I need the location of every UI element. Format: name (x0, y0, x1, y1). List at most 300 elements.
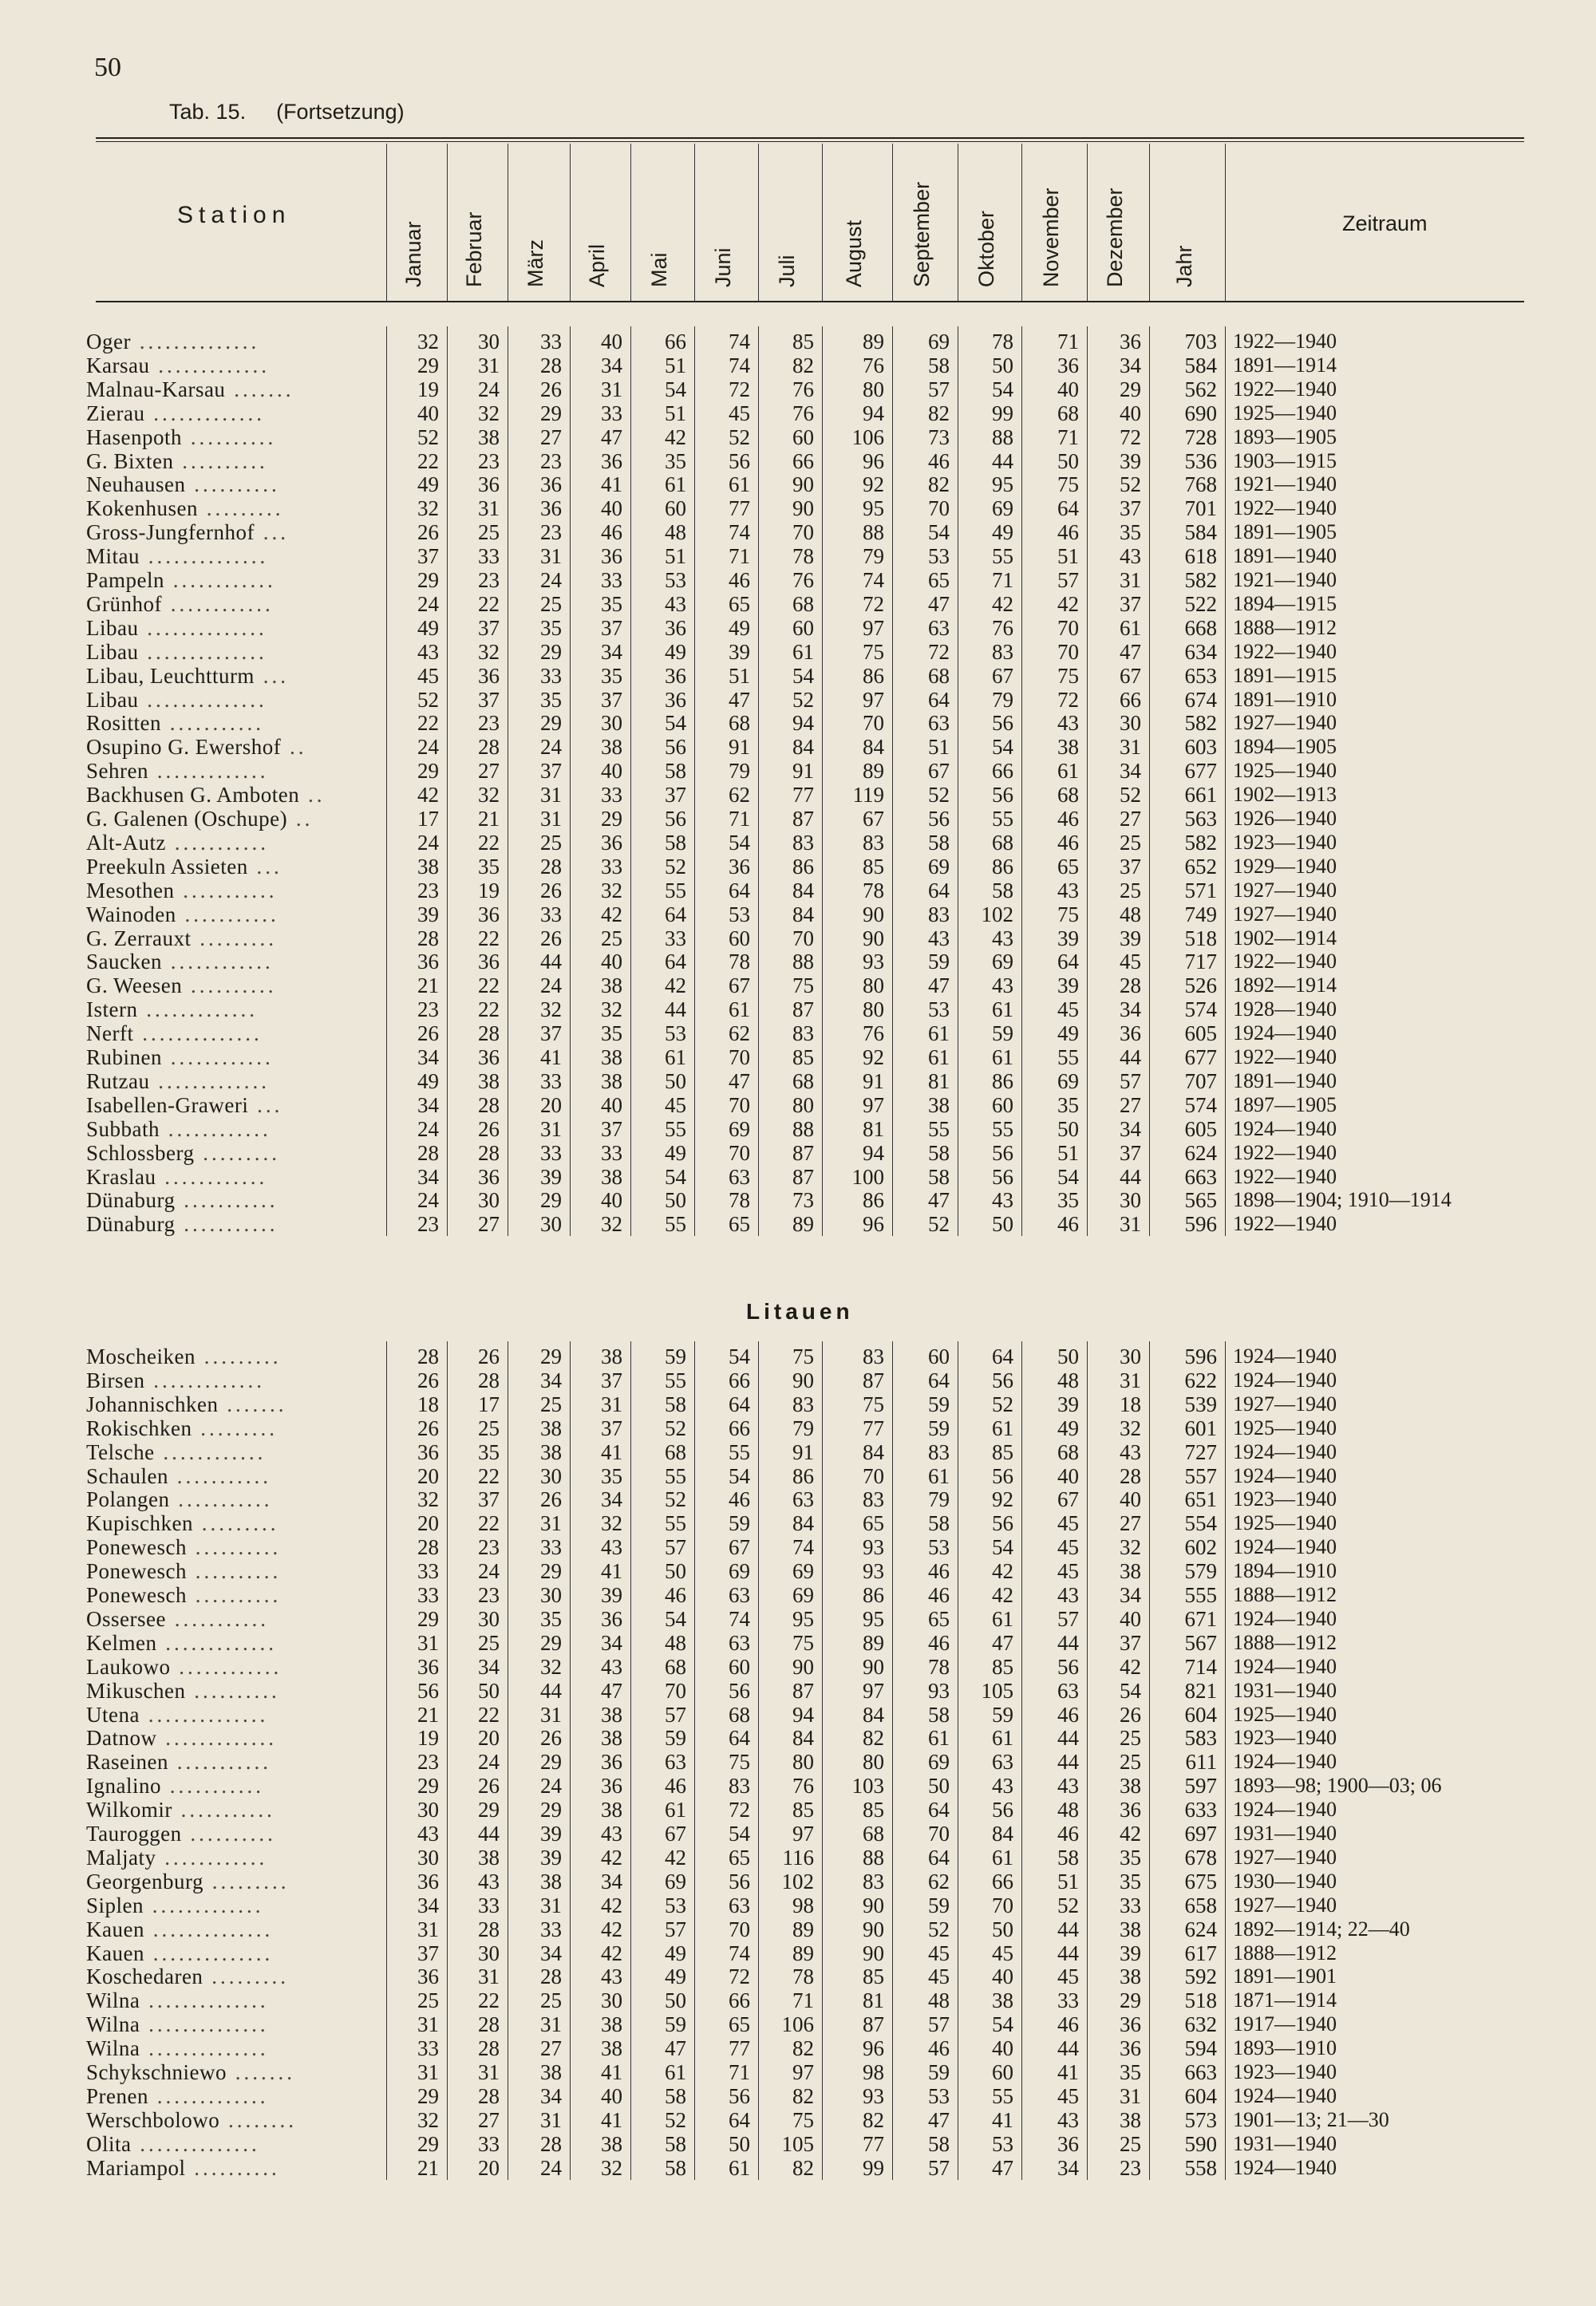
value-cell: 28 (417, 1345, 439, 1368)
value-cell: 58 (665, 1392, 686, 1416)
value-cell: 69 (792, 1583, 814, 1607)
value-cell: 63 (729, 1893, 750, 1917)
value-cell: 85 (792, 1045, 814, 1069)
leader-dots: ......... (192, 1416, 278, 1440)
header-column-divider (447, 144, 448, 301)
value-cell: 83 (729, 1774, 750, 1799)
table-row (0, 1045, 1596, 1069)
value-cell: 624 (1184, 1140, 1217, 1165)
station-name-text: Schlossberg (86, 1140, 195, 1165)
station-name (86, 401, 381, 425)
value-cell: 34 (1120, 353, 1141, 377)
value-cell: 29 (417, 353, 439, 377)
value-cell: 36 (601, 1606, 622, 1631)
header-column-divider (758, 144, 759, 301)
value-cell: 90 (863, 1941, 884, 1965)
value-cell: 87 (792, 807, 814, 831)
value-cell: 47 (601, 1678, 622, 1703)
value-cell: 33 (601, 568, 622, 592)
value-cell: 39 (601, 1583, 622, 1607)
station-name-text: Werschbolowo (86, 2107, 220, 2132)
period-cell: 1922—1940 (1233, 1212, 1337, 1236)
value-cell: 61 (928, 1463, 950, 1488)
leader-dots: ....... (218, 1392, 287, 1416)
table-row (0, 2156, 1596, 2180)
value-cell: 52 (1120, 783, 1141, 807)
value-cell: 47 (928, 2107, 950, 2132)
value-cell: 50 (992, 353, 1013, 377)
value-cell: 33 (1120, 1893, 1141, 1917)
value-cell: 28 (540, 854, 562, 879)
value-cell: 27 (478, 2107, 500, 2132)
value-cell: 36 (601, 830, 622, 855)
value-cell: 49 (665, 1964, 686, 1989)
value-cell: 28 (1120, 973, 1141, 998)
station-name (86, 807, 381, 831)
station-name (86, 1559, 381, 1583)
value-cell: 30 (478, 1941, 500, 1965)
value-cell: 596 (1184, 1345, 1217, 1368)
value-cell: 26 (478, 1116, 500, 1141)
value-cell: 43 (1057, 1774, 1079, 1799)
value-cell: 518 (1184, 1988, 1217, 2013)
value-cell: 61 (665, 472, 686, 497)
value-cell: 58 (665, 2083, 686, 2108)
value-cell: 98 (792, 1893, 814, 1917)
station-name (86, 568, 381, 592)
value-cell: 66 (1120, 687, 1141, 712)
period-cell: 1924—1940 (1233, 1021, 1337, 1045)
value-cell: 56 (992, 711, 1013, 736)
value-cell: 55 (1057, 1045, 1079, 1069)
value-cell: 64 (928, 878, 950, 902)
station-name (86, 1583, 381, 1607)
value-cell: 727 (1184, 1439, 1217, 1464)
value-cell: 59 (928, 1392, 950, 1416)
period-cell: 1898—1904; 1910—1914 (1233, 1188, 1452, 1212)
value-cell: 77 (729, 496, 750, 521)
value-cell: 45 (1057, 1511, 1079, 1536)
value-cell: 64 (665, 902, 686, 926)
value-cell: 29 (417, 2131, 439, 2156)
value-cell: 27 (1120, 807, 1141, 831)
value-cell: 46 (729, 1487, 750, 1512)
value-cell: 34 (540, 1368, 562, 1392)
value-cell: 43 (1057, 2107, 1079, 2132)
value-cell: 64 (729, 1392, 750, 1416)
value-cell: 42 (601, 1917, 622, 1941)
value-cell: 48 (1057, 1368, 1079, 1392)
period-cell: 1871—1914 (1233, 1988, 1337, 2012)
period-cell: 1924—1940 (1233, 1116, 1337, 1140)
table-row (0, 1893, 1596, 1917)
value-cell: 53 (729, 902, 750, 926)
period-cell: 1924—1940 (1233, 1368, 1337, 1392)
value-cell: 80 (863, 973, 884, 998)
station-name (86, 1117, 381, 1141)
value-cell: 94 (863, 1140, 884, 1165)
value-cell: 64 (729, 1726, 750, 1751)
station-name-text: Pampeln (86, 568, 164, 592)
leader-dots: ........... (174, 878, 278, 902)
leader-dots: ............. (156, 1726, 277, 1751)
value-cell: 50 (665, 1068, 686, 1093)
value-cell: 633 (1184, 1798, 1217, 1822)
value-cell: 97 (863, 687, 884, 712)
value-cell: 28 (478, 2036, 500, 2061)
value-cell: 27 (478, 1212, 500, 1237)
value-cell: 31 (417, 1630, 439, 1655)
station-name (86, 1093, 381, 1117)
table-row (0, 973, 1596, 997)
value-cell: 59 (928, 950, 950, 974)
station-name (86, 1440, 381, 1464)
value-cell: 83 (863, 830, 884, 855)
value-cell: 34 (417, 1164, 439, 1189)
value-cell: 33 (601, 401, 622, 425)
value-cell: 66 (729, 1368, 750, 1392)
value-cell: 49 (417, 1068, 439, 1093)
value-cell: 697 (1184, 1822, 1217, 1846)
value-cell: 43 (417, 1822, 439, 1846)
value-cell: 83 (992, 639, 1013, 664)
value-cell: 33 (540, 663, 562, 688)
value-cell: 42 (992, 591, 1013, 616)
value-cell: 583 (1184, 1726, 1217, 1751)
leader-dots: .......... (186, 1583, 282, 1607)
period-cell: 1930—1940 (1233, 1869, 1337, 1893)
value-cell: 61 (928, 1726, 950, 1751)
leader-dots: ............ (156, 1164, 268, 1189)
value-cell: 50 (729, 2131, 750, 2156)
value-cell: 42 (601, 1893, 622, 1917)
value-cell: 37 (601, 687, 622, 712)
value-cell: 76 (992, 615, 1013, 640)
value-cell: 26 (417, 1416, 439, 1440)
value-cell: 21 (478, 807, 500, 831)
value-cell: 43 (601, 1822, 622, 1846)
value-cell: 46 (1057, 830, 1079, 855)
station-name-text: Nerft (86, 1021, 134, 1046)
value-cell: 30 (1120, 1188, 1141, 1213)
value-cell: 34 (1120, 1116, 1141, 1141)
value-cell: 31 (1120, 1212, 1141, 1237)
value-cell: 31 (417, 2060, 439, 2084)
station-name-text: Mikuschen (86, 1678, 186, 1703)
value-cell: 26 (1120, 1702, 1141, 1727)
value-cell: 75 (792, 2107, 814, 2132)
value-cell: 45 (992, 1941, 1013, 1965)
month-header-label: September (910, 181, 934, 287)
period-cell: 1893—1905 (1233, 424, 1337, 448)
value-cell: 69 (928, 854, 950, 879)
value-cell: 38 (992, 1988, 1013, 2013)
value-cell: 34 (601, 1869, 622, 1893)
value-cell: 20 (417, 1511, 439, 1536)
header-column-divider (1149, 144, 1150, 301)
leader-dots: .............. (140, 2012, 269, 2037)
value-cell: 65 (729, 591, 750, 616)
leader-dots: .. (287, 807, 314, 831)
value-cell: 86 (863, 1188, 884, 1213)
station-name-text: Sehren (86, 759, 148, 784)
value-cell: 53 (992, 2131, 1013, 2156)
month-header-label: Oktober (974, 210, 998, 287)
value-cell: 37 (665, 783, 686, 807)
value-cell: 27 (1120, 1511, 1141, 1536)
leader-dots: ....... (225, 377, 294, 401)
table-row (0, 759, 1596, 783)
value-cell: 36 (665, 687, 686, 712)
value-cell: 42 (992, 1583, 1013, 1607)
value-cell: 25 (1120, 830, 1141, 855)
value-cell: 554 (1184, 1511, 1217, 1536)
value-cell: 93 (863, 1559, 884, 1584)
value-cell: 62 (729, 1021, 750, 1046)
leader-dots: .............. (139, 1702, 269, 1727)
value-cell: 565 (1184, 1188, 1217, 1213)
value-cell: 41 (601, 1439, 622, 1464)
value-cell: 56 (665, 807, 686, 831)
table-row (0, 1212, 1596, 1236)
station-name-text: Kauen (86, 1917, 144, 1941)
value-cell: 88 (863, 1845, 884, 1870)
value-cell: 68 (863, 1822, 884, 1846)
station-name (86, 1631, 381, 1655)
value-cell: 19 (417, 1726, 439, 1751)
value-cell: 39 (729, 639, 750, 664)
value-cell: 36 (417, 1439, 439, 1464)
header-column-divider (630, 144, 631, 301)
value-cell: 40 (601, 330, 622, 353)
station-name-text: Ponewesch (86, 1535, 187, 1560)
leader-dots: ........ (219, 2107, 298, 2132)
value-cell: 67 (1057, 1487, 1079, 1512)
value-cell: 32 (478, 639, 500, 664)
value-cell: 63 (729, 1164, 750, 1189)
value-cell: 42 (665, 424, 686, 449)
value-cell: 45 (1057, 997, 1079, 1022)
value-cell: 89 (792, 1941, 814, 1965)
period-cell: 1925—1940 (1233, 401, 1337, 424)
leader-dots: ....... (226, 2060, 295, 2084)
header-column-divider (570, 144, 571, 301)
value-cell: 68 (1057, 1439, 1079, 1464)
value-cell: 54 (1120, 1678, 1141, 1703)
leader-dots: ......... (194, 1140, 281, 1165)
value-cell: 701 (1184, 496, 1217, 521)
month-header-label: November (1039, 188, 1063, 287)
station-name-text: Telsche (86, 1439, 155, 1464)
station-name-text: G. Galenen (Oschupe) (86, 807, 288, 831)
caption-continuation: (Fortsetzung) (276, 100, 405, 124)
station-name-text: Malnau-Karsau (86, 377, 226, 401)
month-header-label: Februar (462, 211, 486, 287)
station-name (86, 1964, 381, 1988)
value-cell: 35 (1057, 1092, 1079, 1117)
station-name (86, 1464, 381, 1488)
leader-dots: ... (254, 663, 289, 688)
station-name-text: Datnow (86, 1726, 157, 1751)
leader-dots: ............ (161, 591, 274, 616)
value-cell: 35 (478, 1439, 500, 1464)
value-cell: 59 (992, 1702, 1013, 1727)
value-cell: 58 (992, 878, 1013, 902)
value-cell: 60 (729, 926, 750, 950)
station-name-text: Wilna (86, 2012, 140, 2037)
value-cell: 89 (863, 330, 884, 353)
value-cell: 34 (417, 1092, 439, 1117)
value-cell: 50 (1057, 1116, 1079, 1141)
period-cell: 1921—1940 (1233, 568, 1337, 591)
value-cell: 54 (665, 1606, 686, 1631)
period-cell: 1931—1940 (1233, 1678, 1337, 1702)
value-cell: 70 (1057, 639, 1079, 664)
value-cell: 34 (601, 1487, 622, 1512)
value-cell: 34 (540, 1941, 562, 1965)
value-cell: 80 (792, 1750, 814, 1775)
value-cell: 54 (1057, 1164, 1079, 1189)
value-cell: 79 (992, 687, 1013, 712)
value-cell: 42 (601, 1941, 622, 1965)
value-cell: 37 (478, 615, 500, 640)
leader-dots: ........... (161, 711, 265, 736)
table-row (0, 1655, 1596, 1679)
value-cell: 55 (665, 1463, 686, 1488)
table-row (0, 664, 1596, 688)
table-row (0, 807, 1596, 831)
value-cell: 32 (478, 783, 500, 807)
value-cell: 85 (863, 1798, 884, 1822)
value-cell: 87 (792, 997, 814, 1022)
value-cell: 78 (729, 950, 750, 974)
value-cell: 63 (729, 1630, 750, 1655)
period-cell: 1888—1912 (1233, 615, 1337, 639)
value-cell: 37 (478, 687, 500, 712)
value-cell: 46 (1057, 1702, 1079, 1727)
value-cell: 37 (1120, 854, 1141, 879)
value-cell: 24 (540, 735, 562, 760)
value-cell: 44 (1057, 2036, 1079, 2061)
value-cell: 47 (1120, 639, 1141, 664)
value-cell: 34 (601, 1630, 622, 1655)
value-cell: 80 (792, 1092, 814, 1117)
value-cell: 65 (729, 2012, 750, 2037)
value-cell: 37 (601, 1116, 622, 1141)
value-cell: 49 (729, 615, 750, 640)
value-cell: 75 (1057, 902, 1079, 926)
leader-dots: ............ (164, 568, 276, 592)
period-cell: 1891—1915 (1233, 663, 1337, 687)
station-name (86, 2108, 381, 2132)
value-cell: 60 (792, 615, 814, 640)
value-cell: 51 (665, 544, 686, 569)
value-cell: 46 (928, 448, 950, 473)
value-cell: 582 (1184, 711, 1217, 736)
station-name-text: Laukowo (86, 1654, 171, 1679)
value-cell: 44 (1057, 1917, 1079, 1941)
value-cell: 36 (478, 950, 500, 974)
value-cell: 31 (417, 1917, 439, 1941)
leader-dots: ........... (168, 1463, 271, 1488)
value-cell: 44 (1057, 1941, 1079, 1965)
value-cell: 29 (417, 2083, 439, 2108)
value-cell: 22 (478, 1463, 500, 1488)
value-cell: 39 (1120, 448, 1141, 473)
value-cell: 45 (928, 1964, 950, 1989)
value-cell: 40 (992, 1964, 1013, 1989)
value-cell: 72 (729, 1964, 750, 1989)
value-cell: 54 (729, 1345, 750, 1368)
value-cell: 30 (1120, 1345, 1141, 1368)
value-cell: 43 (601, 1964, 622, 1989)
value-cell: 28 (478, 1092, 500, 1117)
value-cell: 33 (601, 854, 622, 879)
value-cell: 75 (792, 1345, 814, 1368)
value-cell: 46 (928, 1583, 950, 1607)
value-cell: 652 (1184, 854, 1217, 879)
value-cell: 86 (863, 663, 884, 688)
leader-dots: ............. (149, 1068, 270, 1093)
value-cell: 57 (1120, 1068, 1141, 1093)
value-cell: 92 (863, 1045, 884, 1069)
value-cell: 43 (992, 973, 1013, 998)
value-cell: 75 (1057, 472, 1079, 497)
value-cell: 35 (601, 663, 622, 688)
value-cell: 55 (992, 2083, 1013, 2108)
leader-dots: .. (281, 735, 307, 760)
station-name (86, 640, 381, 664)
station-name-text: Preekuln Assieten (86, 854, 248, 879)
value-cell: 41 (601, 2107, 622, 2132)
value-cell: 29 (417, 1774, 439, 1799)
value-cell: 65 (729, 1212, 750, 1237)
value-cell: 80 (863, 377, 884, 401)
period-cell: 1894—1905 (1233, 735, 1337, 759)
value-cell: 88 (792, 950, 814, 974)
station-name (86, 879, 381, 902)
value-cell: 92 (863, 472, 884, 497)
value-cell: 54 (992, 735, 1013, 760)
value-cell: 82 (792, 2155, 814, 2180)
period-cell: 1923—1940 (1233, 2060, 1337, 2083)
value-cell: 39 (1057, 973, 1079, 998)
value-cell: 29 (540, 711, 562, 736)
value-cell: 76 (792, 1774, 814, 1799)
value-cell: 37 (601, 1416, 622, 1440)
value-cell: 56 (992, 1463, 1013, 1488)
value-cell: 31 (540, 807, 562, 831)
table-row (0, 1487, 1596, 1511)
value-cell: 86 (992, 1068, 1013, 1093)
value-cell: 45 (665, 1092, 686, 1117)
value-cell: 69 (792, 1559, 814, 1584)
value-cell: 74 (863, 568, 884, 592)
value-cell: 39 (1120, 1941, 1141, 1965)
value-cell: 79 (729, 759, 750, 784)
value-cell: 31 (540, 2012, 562, 2037)
value-cell: 77 (863, 1416, 884, 1440)
value-cell: 78 (792, 1964, 814, 1989)
value-cell: 68 (928, 663, 950, 688)
table-row (0, 2084, 1596, 2108)
value-cell: 55 (992, 544, 1013, 569)
station-name-text: Karsau (86, 353, 150, 377)
table-row (0, 640, 1596, 664)
value-cell: 43 (417, 639, 439, 664)
value-cell: 29 (417, 568, 439, 592)
value-cell: 67 (729, 973, 750, 998)
